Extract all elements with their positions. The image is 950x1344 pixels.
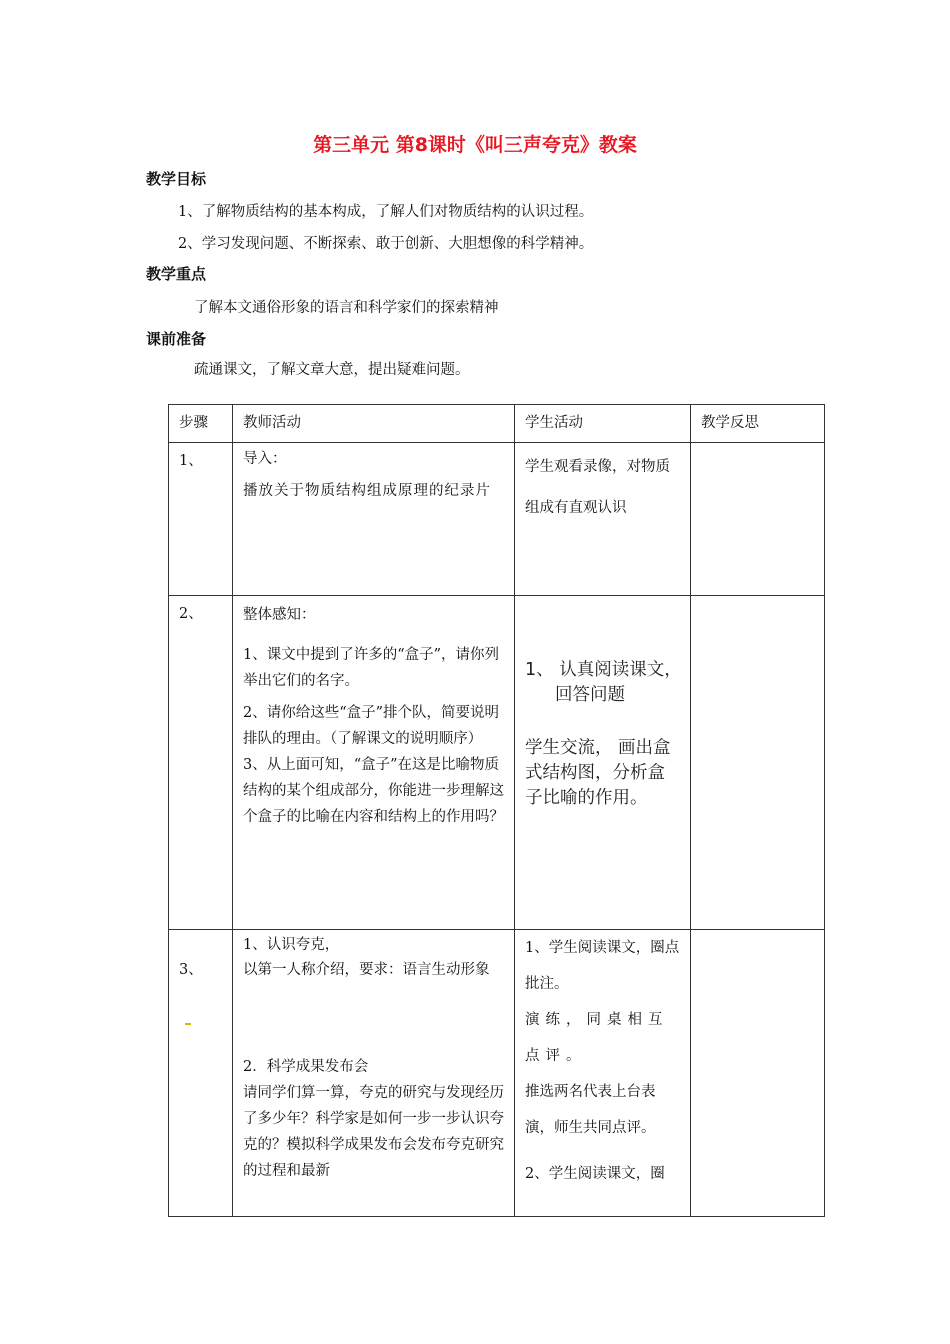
student-line: 2、学生阅读课文，圈	[525, 1166, 665, 1182]
teacher-line: 1、课文中提到了许多的“盒子”，请你列举出它们的名字。	[243, 647, 500, 689]
teacher-activity-cell	[233, 443, 515, 596]
step-cell: 1、	[169, 443, 233, 596]
header-cell-student: 学生活动	[515, 405, 691, 443]
preparation-text: 疏通课文，了解文章大意，提出疑难问题。	[194, 362, 470, 378]
teacher-line: 整体感知：	[243, 607, 316, 623]
annotation-mark	[185, 1023, 191, 1025]
table-row	[169, 443, 825, 596]
table-row	[169, 596, 825, 930]
teacher-line: 播放关于物质结构组成原理的纪录片	[243, 483, 491, 499]
student-activity-cell	[515, 596, 691, 930]
student-line: 学生交流， 画出盒式结构图，分析盒子比喻的作用。	[525, 738, 671, 808]
teacher-activity-cell	[233, 930, 515, 1217]
preparation-heading: 课前准备	[146, 330, 207, 348]
header-cell-reflection: 教学反思	[691, 405, 825, 443]
key-points-heading: 教学重点	[146, 265, 207, 283]
reflection-cell	[691, 443, 825, 596]
document-title: 第三单元 第8课时《叫三声夸克》教案	[313, 134, 637, 156]
header-cell-teacher: 教师活动	[233, 405, 515, 443]
teacher-line: 1、认识夸克，	[243, 937, 340, 953]
objective-item-1: 1、了解物质结构的基本构成，了解人们对物质结构的认识过程。	[178, 204, 594, 220]
reflection-cell	[691, 930, 825, 1217]
student-activity-cell	[515, 443, 691, 596]
table-header-row	[169, 405, 825, 443]
teacher-line: 2、请你给这些“盒子”排个队，简要说明排队的理由。（了解课文的说明顺序）	[243, 705, 500, 747]
student-line: 推选两名代表上台表演，师生共同点评。	[525, 1084, 656, 1136]
student-line: 1、学生阅读课文，圈点批注。	[525, 940, 680, 992]
teacher-line: 导入：	[243, 451, 287, 467]
table-row	[169, 930, 825, 1217]
reflection-cell	[691, 596, 825, 930]
teacher-line: 3、从上面可知，“盒子”在这是比喻物质结构的某个组成部分，你能进一步理解这个盒子的比喻在内容和结构上的作用吗？	[243, 757, 504, 825]
student-line: 1、 认真阅读课文，	[525, 660, 682, 680]
teacher-line: 2．科学成果发布会	[243, 1059, 369, 1075]
step-cell: 3、	[169, 930, 233, 1217]
objective-item-2: 2、学习发现问题、不断探索、敢于创新、大胆想像的科学精神。	[178, 236, 594, 252]
objectives-heading: 教学目标	[146, 170, 207, 188]
step-cell: 2、	[169, 596, 233, 930]
student-activity-cell	[515, 930, 691, 1217]
teacher-activity-cell	[233, 596, 515, 930]
header-cell-step: 步骤	[169, 405, 233, 443]
student-line: 演练，同桌相互点评。	[525, 1012, 669, 1064]
teacher-line: 请同学们算一算，夸克的研究与发现经历了多少年？科学家是如何一步一步认识夸克的？模拟科学成果发布会发布夸克研究的过程和最新	[243, 1085, 504, 1179]
teacher-line: 以第一人称介绍，要求：语言生动形象	[243, 962, 490, 978]
student-line: 学生观看录像，对物质组成有直观认识	[525, 459, 670, 516]
lesson-plan-table	[168, 404, 825, 1217]
student-line: 回答问题	[555, 685, 625, 705]
key-points-text: 了解本文通俗形象的语言和科学家们的探索精神	[194, 300, 499, 316]
